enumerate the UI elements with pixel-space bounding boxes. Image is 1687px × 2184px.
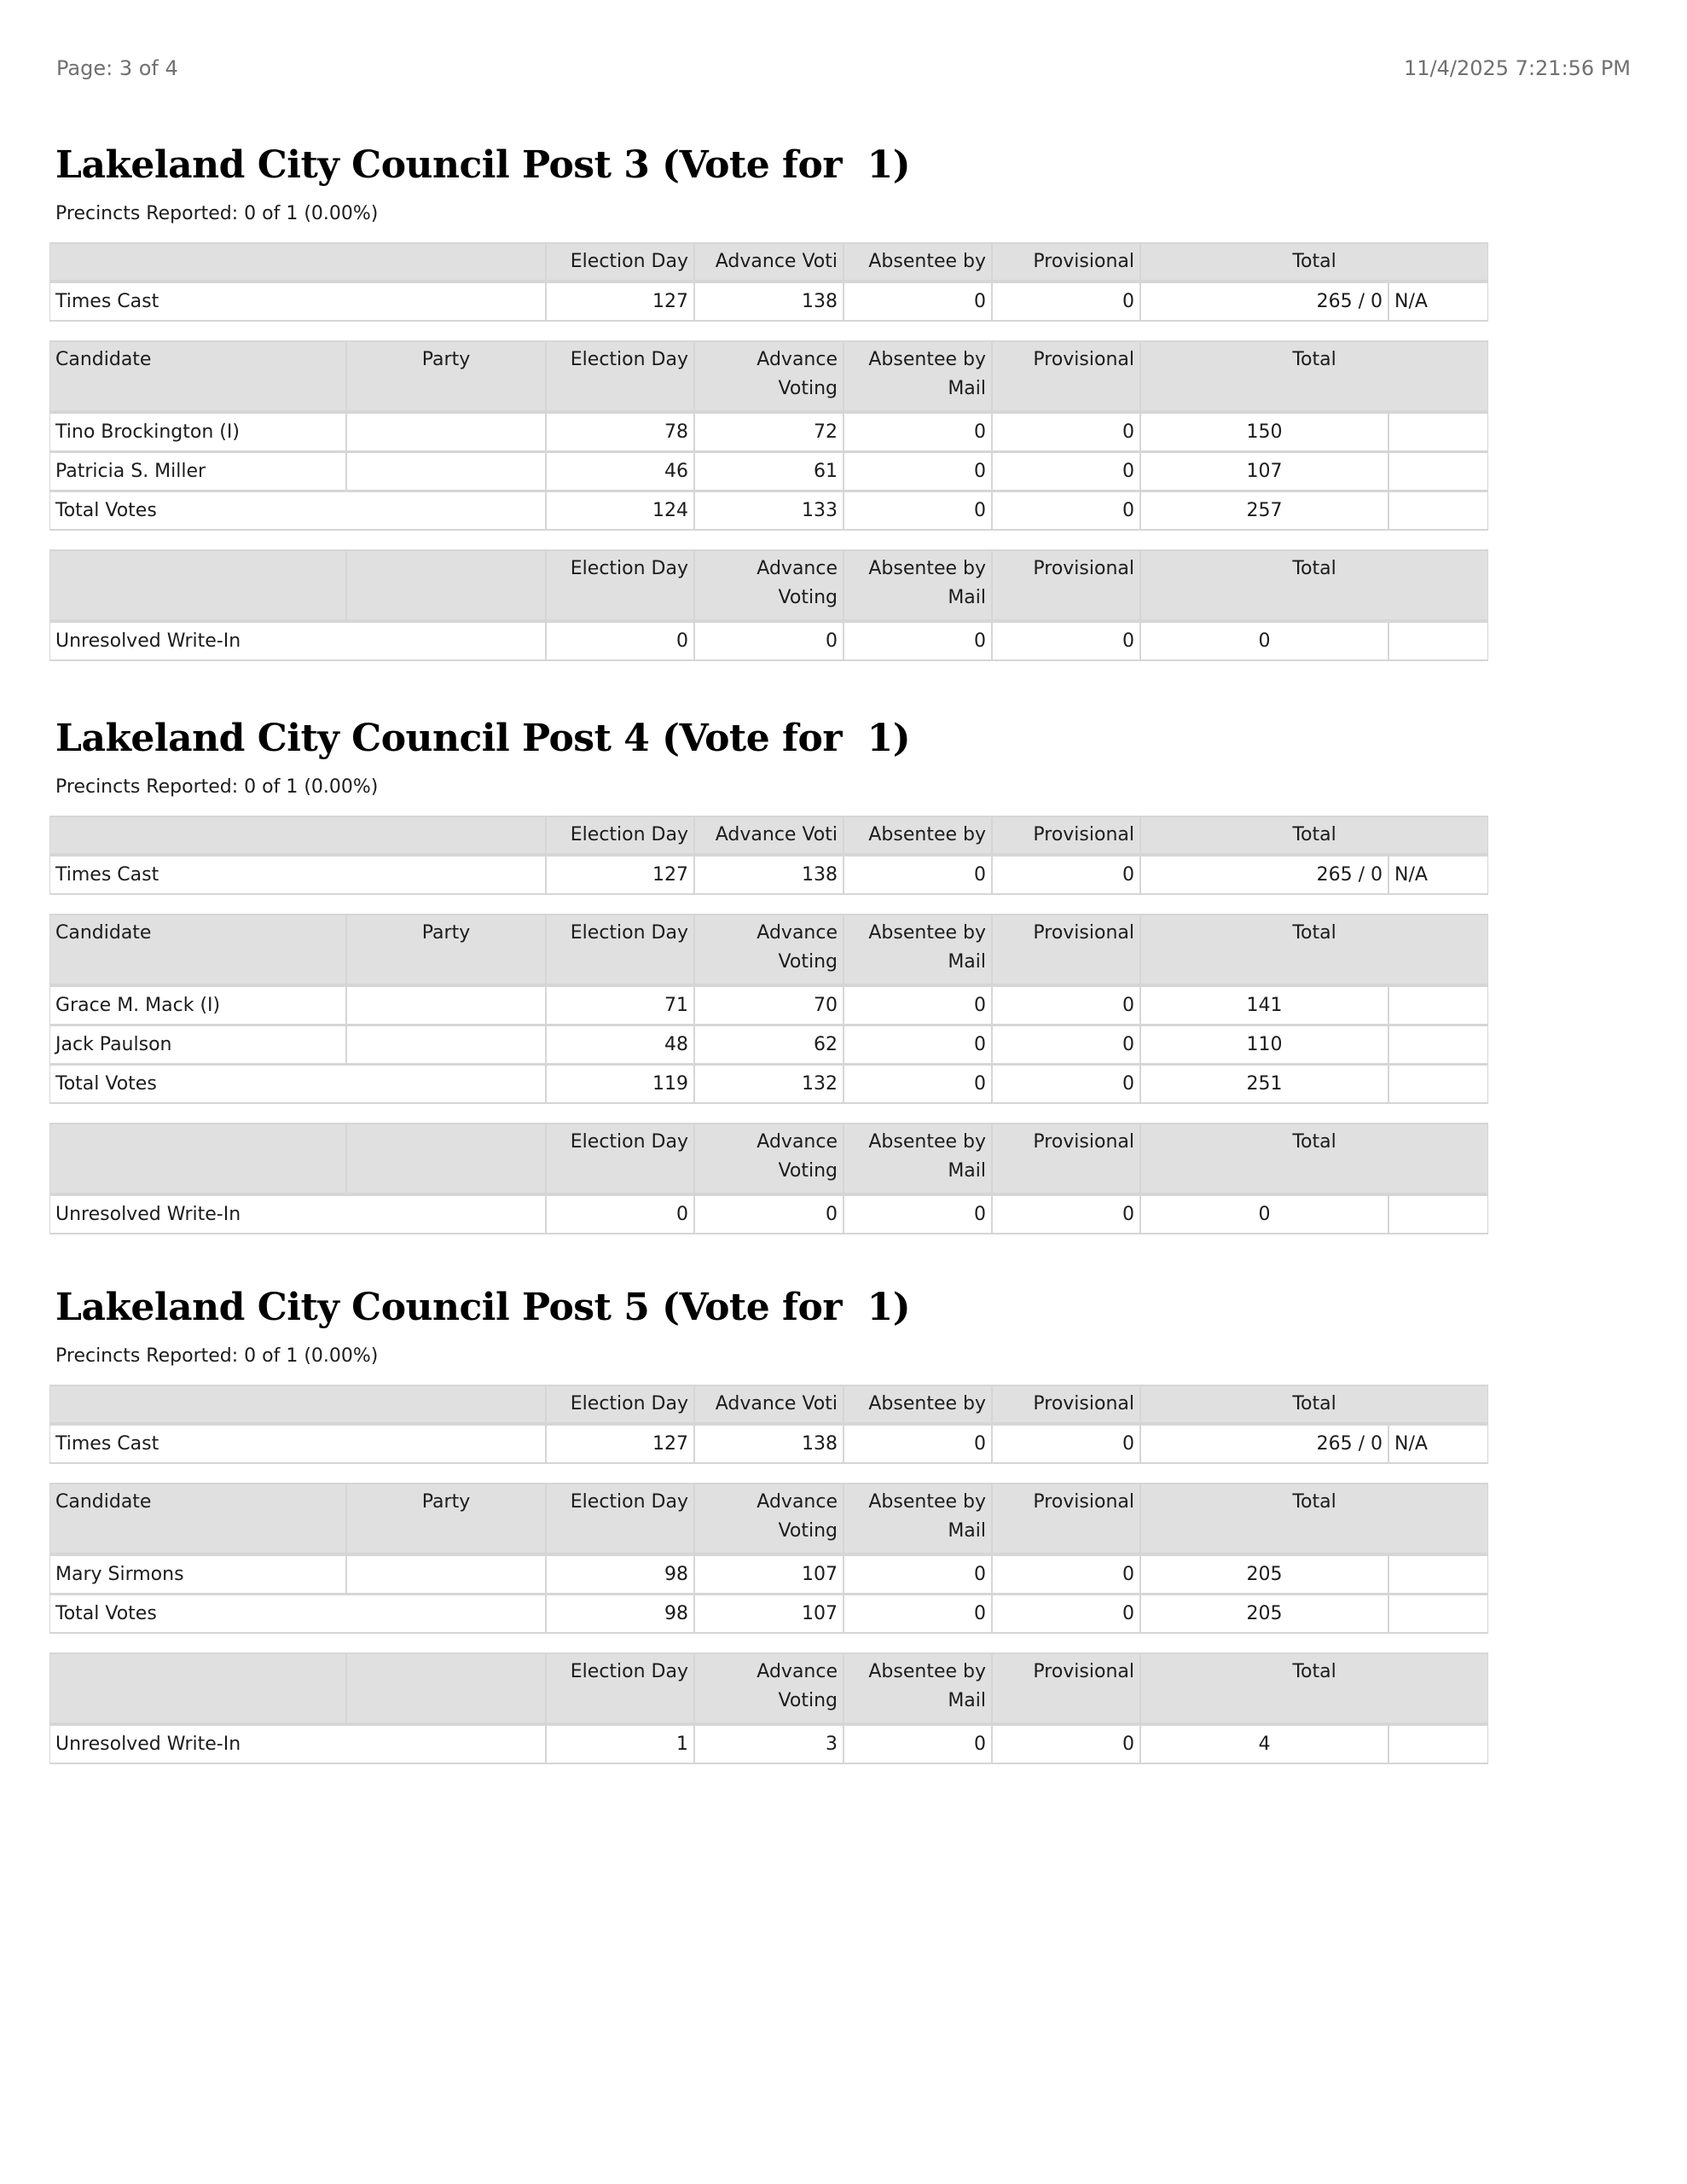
header-blank	[49, 1123, 346, 1194]
candidate-name: Mary Sirmons	[49, 1554, 346, 1594]
header-election-day: Election Day	[546, 816, 694, 855]
total-votes-election-day: 98	[546, 1594, 694, 1634]
header-election-day: Election Day	[546, 340, 694, 412]
write-in-advance-voting: 3	[694, 1724, 844, 1764]
total-votes-absentee-by-mail: 0	[844, 491, 992, 531]
write-in-total: 4	[1140, 1724, 1388, 1764]
write-in-provisional: 0	[992, 621, 1140, 661]
candidate-absentee-by-mail: 0	[844, 985, 992, 1025]
header-blank-party	[346, 1123, 546, 1194]
candidate-provisional: 0	[992, 1025, 1140, 1065]
times-cast-provisional: 0	[992, 855, 1140, 895]
times-cast-header-row	[49, 242, 1488, 282]
precincts-reported: Precincts Reported: 0 of 1 (0.00%)	[55, 776, 379, 798]
header-absentee-by-mail: Absentee by Mail	[844, 914, 992, 985]
total-votes-label: Total Votes	[49, 491, 546, 531]
header-total: Total	[1140, 816, 1488, 855]
header-election-day: Election Day	[546, 914, 694, 985]
header-absentee-by-mail: Absentee by Mail	[844, 1483, 992, 1554]
header-provisional: Provisional	[992, 242, 1140, 282]
header-absentee-by-mail: Absentee by Mail	[844, 1123, 992, 1194]
contest-title: Lakeland City Council Post 3 (Vote for 1)	[55, 143, 911, 187]
header-party: Party	[346, 914, 546, 985]
write-in-table	[49, 1123, 1488, 1234]
candidate-provisional: 0	[992, 412, 1140, 452]
header-provisional: Provisional	[992, 1123, 1140, 1194]
header-total: Total	[1140, 1653, 1488, 1724]
total-votes-total: 251	[1140, 1065, 1388, 1104]
header-absentee-by-mail: Absentee by Mail	[844, 340, 992, 412]
times-cast-label: Times Cast	[49, 1424, 546, 1464]
candidate-total: 107	[1140, 452, 1388, 491]
candidate-party	[346, 1554, 546, 1594]
header-blank-party	[346, 549, 546, 621]
total-votes-row	[49, 1065, 1488, 1104]
candidate-name: Jack Paulson	[49, 1025, 346, 1065]
candidate-party	[346, 985, 546, 1025]
candidate-election-day: 46	[546, 452, 694, 491]
candidate-total: 110	[1140, 1025, 1388, 1065]
header-advance-voting: Advance Voti	[694, 242, 844, 282]
header-absentee-by-mail: Absentee by Mail	[844, 1653, 992, 1724]
times-cast-total: 265 / 0	[1140, 855, 1388, 895]
total-votes-advance-voting: 107	[694, 1594, 844, 1634]
write-in-header-row	[49, 1123, 1488, 1194]
contest-section	[49, 1284, 1488, 1764]
write-in-total: 0	[1140, 621, 1388, 661]
candidate-row	[49, 985, 1488, 1025]
header-blank	[49, 1385, 546, 1424]
candidate-header-row	[49, 914, 1488, 985]
times-cast-election-day: 127	[546, 1424, 694, 1464]
header-absentee-by-mail: Absentee by Mail	[844, 549, 992, 621]
header-party: Party	[346, 1483, 546, 1554]
header-election-day: Election Day	[546, 1653, 694, 1724]
write-in-table	[49, 549, 1488, 661]
total-votes-row	[49, 1594, 1488, 1634]
write-in-election-day: 0	[546, 1194, 694, 1234]
write-in-absentee-by-mail: 0	[844, 1194, 992, 1234]
header-total: Total	[1140, 340, 1488, 412]
candidate-provisional: 0	[992, 1554, 1140, 1594]
header-total: Total	[1140, 242, 1488, 282]
candidate-advance-voting: 61	[694, 452, 844, 491]
header-election-day: Election Day	[546, 1483, 694, 1554]
write-in-extra	[1388, 1724, 1488, 1764]
times-cast-election-day: 127	[546, 855, 694, 895]
contest-section	[49, 142, 1488, 661]
header-candidate: Candidate	[49, 340, 346, 412]
candidate-election-day: 71	[546, 985, 694, 1025]
total-votes-provisional: 0	[992, 1065, 1140, 1104]
times-cast-advance-voting: 138	[694, 282, 844, 322]
times-cast-label: Times Cast	[49, 855, 546, 895]
write-in-header-row	[49, 549, 1488, 621]
total-votes-absentee-by-mail: 0	[844, 1065, 992, 1104]
header-advance-voting: Advance Voting	[694, 1483, 844, 1554]
candidate-name: Grace M. Mack (I)	[49, 985, 346, 1025]
header-election-day: Election Day	[546, 242, 694, 282]
times-cast-turnout: N/A	[1388, 855, 1488, 895]
candidate-extra	[1388, 1025, 1488, 1065]
header-absentee-by-mail: Absentee by	[844, 816, 992, 855]
write-in-advance-voting: 0	[694, 1194, 844, 1234]
write-in-row	[49, 1724, 1488, 1764]
header-candidate: Candidate	[49, 914, 346, 985]
total-votes-label: Total Votes	[49, 1065, 546, 1104]
header-provisional: Provisional	[992, 914, 1140, 985]
contest-section	[49, 715, 1488, 1234]
header-advance-voting: Advance Voting	[694, 340, 844, 412]
times-cast-row	[49, 855, 1488, 895]
header-provisional: Provisional	[992, 340, 1140, 412]
precincts-reported: Precincts Reported: 0 of 1 (0.00%)	[55, 1345, 379, 1367]
times-cast-table	[49, 242, 1488, 322]
write-in-election-day: 1	[546, 1724, 694, 1764]
times-cast-label: Times Cast	[49, 282, 546, 322]
candidate-name: Tino Brockington (I)	[49, 412, 346, 452]
candidate-row	[49, 1025, 1488, 1065]
total-votes-absentee-by-mail: 0	[844, 1594, 992, 1634]
header-total: Total	[1140, 549, 1488, 621]
header-blank-party	[346, 1653, 546, 1724]
header-election-day: Election Day	[546, 1385, 694, 1424]
times-cast-advance-voting: 138	[694, 855, 844, 895]
candidate-provisional: 0	[992, 452, 1140, 491]
candidate-name: Patricia S. Miller	[49, 452, 346, 491]
candidate-election-day: 78	[546, 412, 694, 452]
total-votes-extra	[1388, 1594, 1488, 1634]
header-advance-voting: Advance Voting	[694, 549, 844, 621]
candidate-extra	[1388, 452, 1488, 491]
total-votes-election-day: 119	[546, 1065, 694, 1104]
write-in-election-day: 0	[546, 621, 694, 661]
header-advance-voting: Advance Voting	[694, 1123, 844, 1194]
write-in-label: Unresolved Write-In	[49, 621, 546, 661]
total-votes-provisional: 0	[992, 491, 1140, 531]
times-cast-provisional: 0	[992, 282, 1140, 322]
header-advance-voting: Advance Voting	[694, 1653, 844, 1724]
candidate-absentee-by-mail: 0	[844, 412, 992, 452]
write-in-row	[49, 1194, 1488, 1234]
write-in-total: 0	[1140, 1194, 1388, 1234]
header-blank	[49, 1653, 346, 1724]
times-cast-turnout: N/A	[1388, 282, 1488, 322]
times-cast-table	[49, 1385, 1488, 1464]
header-advance-voting: Advance Voting	[694, 914, 844, 985]
candidate-provisional: 0	[992, 985, 1140, 1025]
precincts-reported: Precincts Reported: 0 of 1 (0.00%)	[55, 203, 379, 224]
write-in-advance-voting: 0	[694, 621, 844, 661]
candidate-total: 150	[1140, 412, 1388, 452]
candidate-election-day: 48	[546, 1025, 694, 1065]
candidate-absentee-by-mail: 0	[844, 452, 992, 491]
candidate-advance-voting: 70	[694, 985, 844, 1025]
candidate-row	[49, 412, 1488, 452]
candidate-party	[346, 1025, 546, 1065]
header-advance-voting: Advance Voti	[694, 1385, 844, 1424]
total-votes-row	[49, 491, 1488, 531]
report-timestamp: 11/4/2025 7:21:56 PM	[1403, 56, 1631, 80]
candidate-party	[346, 412, 546, 452]
header-election-day: Election Day	[546, 1123, 694, 1194]
page-number: Page: 3 of 4	[56, 56, 178, 80]
times-cast-absentee-by-mail: 0	[844, 282, 992, 322]
total-votes-extra	[1388, 491, 1488, 531]
times-cast-header-row	[49, 816, 1488, 855]
total-votes-advance-voting: 133	[694, 491, 844, 531]
candidate-results-table	[49, 340, 1488, 531]
candidate-extra	[1388, 985, 1488, 1025]
candidate-absentee-by-mail: 0	[844, 1554, 992, 1594]
candidate-party	[346, 452, 546, 491]
header-total: Total	[1140, 1483, 1488, 1554]
total-votes-provisional: 0	[992, 1594, 1140, 1634]
header-advance-voting: Advance Voti	[694, 816, 844, 855]
candidate-row	[49, 1554, 1488, 1594]
times-cast-turnout: N/A	[1388, 1424, 1488, 1464]
times-cast-row	[49, 282, 1488, 322]
header-election-day: Election Day	[546, 549, 694, 621]
total-votes-total: 257	[1140, 491, 1388, 531]
times-cast-header-row	[49, 1385, 1488, 1424]
times-cast-row	[49, 1424, 1488, 1464]
total-votes-advance-voting: 132	[694, 1065, 844, 1104]
write-in-provisional: 0	[992, 1724, 1140, 1764]
header-blank	[49, 242, 546, 282]
times-cast-provisional: 0	[992, 1424, 1140, 1464]
candidate-advance-voting: 62	[694, 1025, 844, 1065]
contest-title: Lakeland City Council Post 5 (Vote for 1)	[55, 1286, 911, 1329]
total-votes-total: 205	[1140, 1594, 1388, 1634]
total-votes-election-day: 124	[546, 491, 694, 531]
header-provisional: Provisional	[992, 1483, 1140, 1554]
write-in-label: Unresolved Write-In	[49, 1194, 546, 1234]
header-provisional: Provisional	[992, 1653, 1140, 1724]
candidate-header-row	[49, 1483, 1488, 1554]
header-provisional: Provisional	[992, 549, 1140, 621]
candidate-results-table	[49, 914, 1488, 1104]
candidate-advance-voting: 107	[694, 1554, 844, 1594]
times-cast-total: 265 / 0	[1140, 282, 1388, 322]
write-in-label: Unresolved Write-In	[49, 1724, 546, 1764]
times-cast-election-day: 127	[546, 282, 694, 322]
header-blank	[49, 816, 546, 855]
header-total: Total	[1140, 1123, 1488, 1194]
header-party: Party	[346, 340, 546, 412]
write-in-extra	[1388, 1194, 1488, 1234]
total-votes-extra	[1388, 1065, 1488, 1104]
candidate-extra	[1388, 1554, 1488, 1594]
write-in-absentee-by-mail: 0	[844, 1724, 992, 1764]
candidate-results-table	[49, 1483, 1488, 1634]
candidate-total: 205	[1140, 1554, 1388, 1594]
header-absentee-by-mail: Absentee by	[844, 1385, 992, 1424]
times-cast-absentee-by-mail: 0	[844, 1424, 992, 1464]
write-in-provisional: 0	[992, 1194, 1140, 1234]
header-candidate: Candidate	[49, 1483, 346, 1554]
header-absentee-by-mail: Absentee by	[844, 242, 992, 282]
header-blank	[49, 549, 346, 621]
candidate-total: 141	[1140, 985, 1388, 1025]
candidate-header-row	[49, 340, 1488, 412]
write-in-row	[49, 621, 1488, 661]
times-cast-absentee-by-mail: 0	[844, 855, 992, 895]
total-votes-label: Total Votes	[49, 1594, 546, 1634]
header-provisional: Provisional	[992, 1385, 1140, 1424]
write-in-absentee-by-mail: 0	[844, 621, 992, 661]
times-cast-total: 265 / 0	[1140, 1424, 1388, 1464]
candidate-extra	[1388, 412, 1488, 452]
header-total: Total	[1140, 1385, 1488, 1424]
candidate-advance-voting: 72	[694, 412, 844, 452]
page-header	[56, 56, 1631, 85]
contest-title: Lakeland City Council Post 4 (Vote for 1)	[55, 717, 911, 760]
header-provisional: Provisional	[992, 816, 1140, 855]
candidate-election-day: 98	[546, 1554, 694, 1594]
write-in-extra	[1388, 621, 1488, 661]
header-total: Total	[1140, 914, 1488, 985]
candidate-absentee-by-mail: 0	[844, 1025, 992, 1065]
times-cast-advance-voting: 138	[694, 1424, 844, 1464]
write-in-header-row	[49, 1653, 1488, 1724]
write-in-table	[49, 1653, 1488, 1764]
times-cast-table	[49, 816, 1488, 895]
candidate-row	[49, 452, 1488, 491]
